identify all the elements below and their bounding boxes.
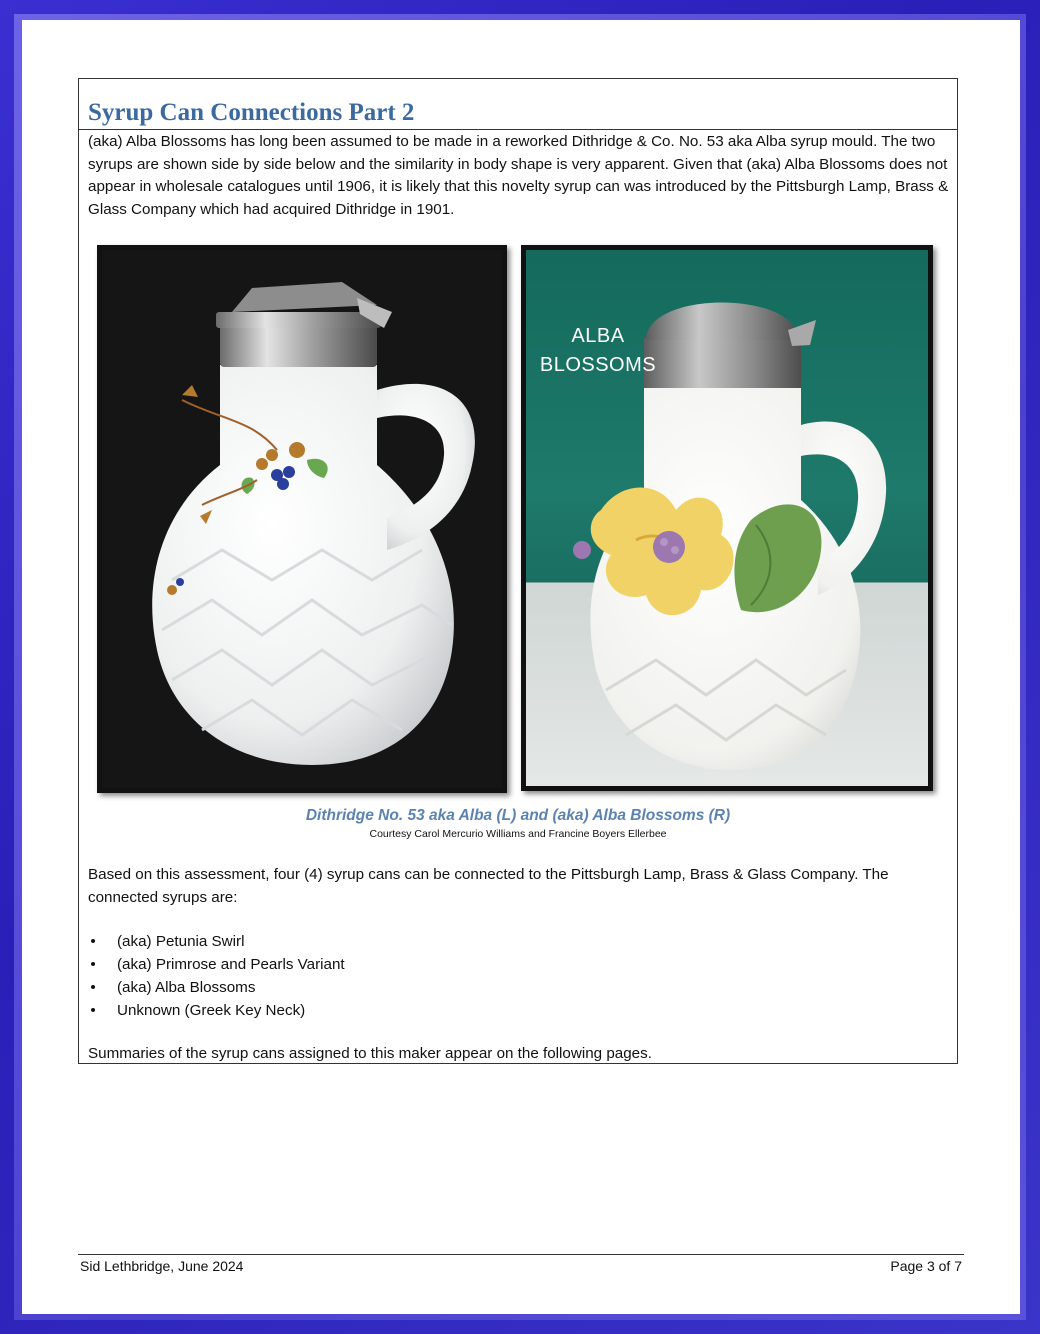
syrup-list: [88, 930, 948, 1022]
page-title: Syrup Can Connections Part 2: [88, 99, 415, 126]
intro-paragraph: (aka) Alba Blossoms has long been assumed to be made in a reworked Dithridge & Co. No. 53 aka Alba syrup mould. The two syrups are shown side by side below and the similarity in body shape is very apparent. Given that (aka) Alba Blossoms does not appear in wholesale catalogues until 1906, it is likely that this novelty syrup can was introduced by the Pittsburgh Lamp, Brass & Glass Company which had acquired Dithridge in 1901.: [88, 133, 949, 218]
overlay-line-1: ALBA: [571, 325, 625, 347]
footer-author: Sid Lethbridge, June 2024: [80, 1258, 244, 1274]
list-item-text: Unknown (Greek Key Neck): [117, 1002, 306, 1019]
bullet: •: [90, 1002, 96, 1019]
photo-dithridge-alba-syrup: [97, 245, 507, 793]
overlay-line-2: BLOSSOMS: [539, 354, 657, 376]
list-item-text: (aka) Primrose and Pearls Variant: [117, 956, 345, 973]
bullet: •: [90, 956, 96, 973]
syrup-left-illustration: [102, 250, 502, 788]
summary-paragraph: Summaries of the syrup cans assigned to this maker appear on the following pages.: [88, 1045, 652, 1062]
figure-caption: Dithridge No. 53 aka Alba (L) and (aka) Alba Blossoms (R): [305, 807, 731, 824]
list-item-text: (aka) Petunia Swirl: [117, 933, 245, 950]
content-box: [78, 78, 958, 1064]
list-item: [88, 999, 948, 1022]
assessment-paragraph: Based on this assessment, four (4) syrup cans can be connected to the Pittsburgh Lamp, Brass & Glass Company. The connected syrups are:: [88, 866, 889, 906]
photo-overlay-label: [538, 322, 658, 380]
list-item: [88, 953, 948, 976]
footer-divider: [78, 1254, 964, 1255]
title-divider: [79, 129, 957, 130]
document-page: [22, 20, 1020, 1314]
list-item: [88, 976, 948, 999]
footer-page-number: Page 3 of 7: [890, 1258, 962, 1274]
bullet: •: [90, 933, 96, 950]
photo-alba-blossoms-syrup: [521, 245, 933, 791]
figure-credit: Courtesy Carol Mercurio Williams and Francine Boyers Ellerbee: [369, 828, 667, 840]
list-item: [88, 930, 948, 953]
bullet: •: [90, 979, 96, 996]
list-item-text: (aka) Alba Blossoms: [117, 979, 256, 996]
